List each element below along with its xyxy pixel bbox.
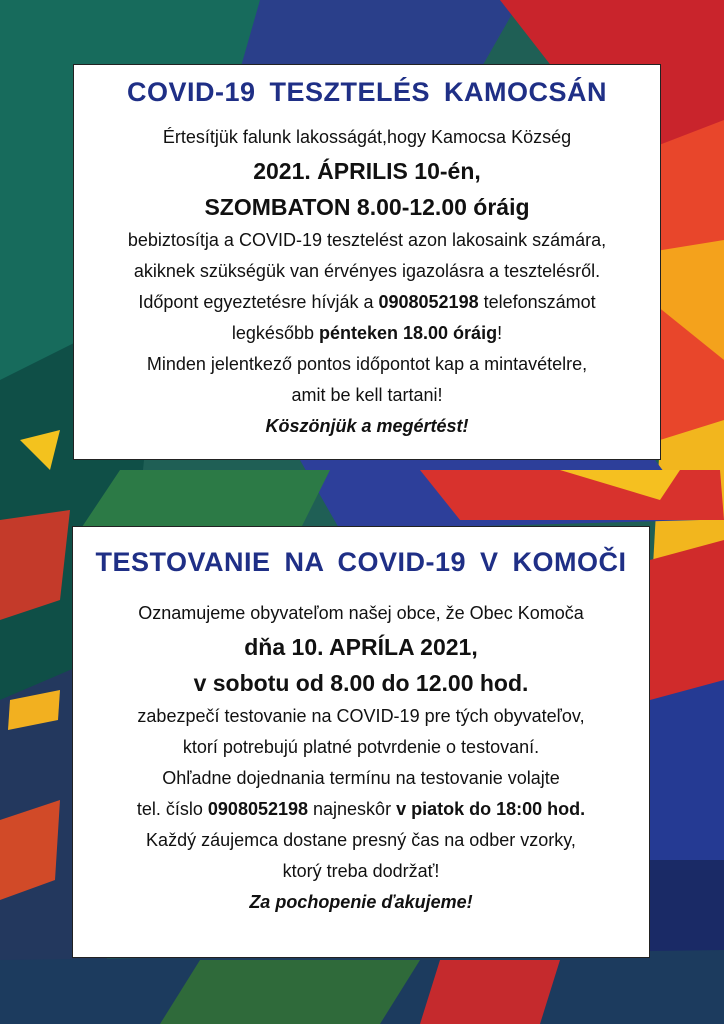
notice-title-hungarian: COVID-19 TESZTELÉS KAMOCSÁN bbox=[126, 77, 608, 107]
notice-line-1: bebiztosítja a COVID-19 tesztelést azon lakosaink számára, bbox=[127, 230, 607, 250]
notice-line-3: Ohľadne dojednania termínu na testovanie volajte bbox=[162, 768, 560, 788]
notice-line-6: amit be kell tartani! bbox=[291, 385, 443, 405]
notice-line-4: legkésőbb pénteken 18.00 óráig! bbox=[231, 323, 503, 343]
notice-time: v sobotu od 8.00 do 12.00 hod. bbox=[193, 670, 529, 696]
notice-card-slovak bbox=[72, 526, 650, 958]
notice-line-2: akiknek szükségük van érvényes igazolásra a tesztelésről. bbox=[133, 261, 601, 281]
phone-number: 0908052198 bbox=[207, 799, 309, 819]
notice-line-1: zabezpečí testovanie na COVID-19 pre tých obyvateľov, bbox=[137, 706, 585, 726]
notice-line-5: Každý záujemca dostane presný čas na odber vzorky, bbox=[146, 830, 576, 850]
notice-card-hungarian bbox=[73, 64, 661, 460]
notice-thanks: Za pochopenie ďakujeme! bbox=[249, 892, 473, 912]
notice-title-slovak: TESTOVANIE NA COVID-19 V KOMOČI bbox=[95, 547, 627, 577]
deadline: v piatok do 18:00 hod. bbox=[396, 799, 586, 819]
notice-time: SZOMBATON 8.00-12.00 óráig bbox=[204, 194, 530, 220]
notice-thanks: Köszönjük a megértést! bbox=[265, 416, 469, 436]
notice-date: 2021. ÁPRILIS 10-én, bbox=[253, 158, 481, 184]
notice-line-6: ktorý treba dodržať! bbox=[282, 861, 440, 881]
notice-intro: Értesítjük falunk lakosságát,hogy Kamocsa Község bbox=[162, 127, 572, 147]
notice-line-5: Minden jelentkező pontos időpontot kap a mintavételre, bbox=[146, 354, 588, 374]
notice-date: dňa 10. APRÍLA 2021, bbox=[244, 634, 478, 660]
deadline: pénteken 18.00 óráig bbox=[318, 323, 498, 343]
notice-line-2: ktorí potrebujú platné potvrdenie o testovaní. bbox=[182, 737, 540, 757]
notice-intro: Oznamujeme obyvateľom našej obce, že Obec Komoča bbox=[138, 603, 584, 623]
notice-line-4: tel. číslo 0908052198 najneskôr v piatok do 18:00 hod. bbox=[136, 799, 586, 819]
phone-number: 0908052198 bbox=[378, 292, 479, 312]
notice-line-3: Időpont egyeztetésre hívják a 0908052198 telefonszámot bbox=[138, 292, 596, 312]
